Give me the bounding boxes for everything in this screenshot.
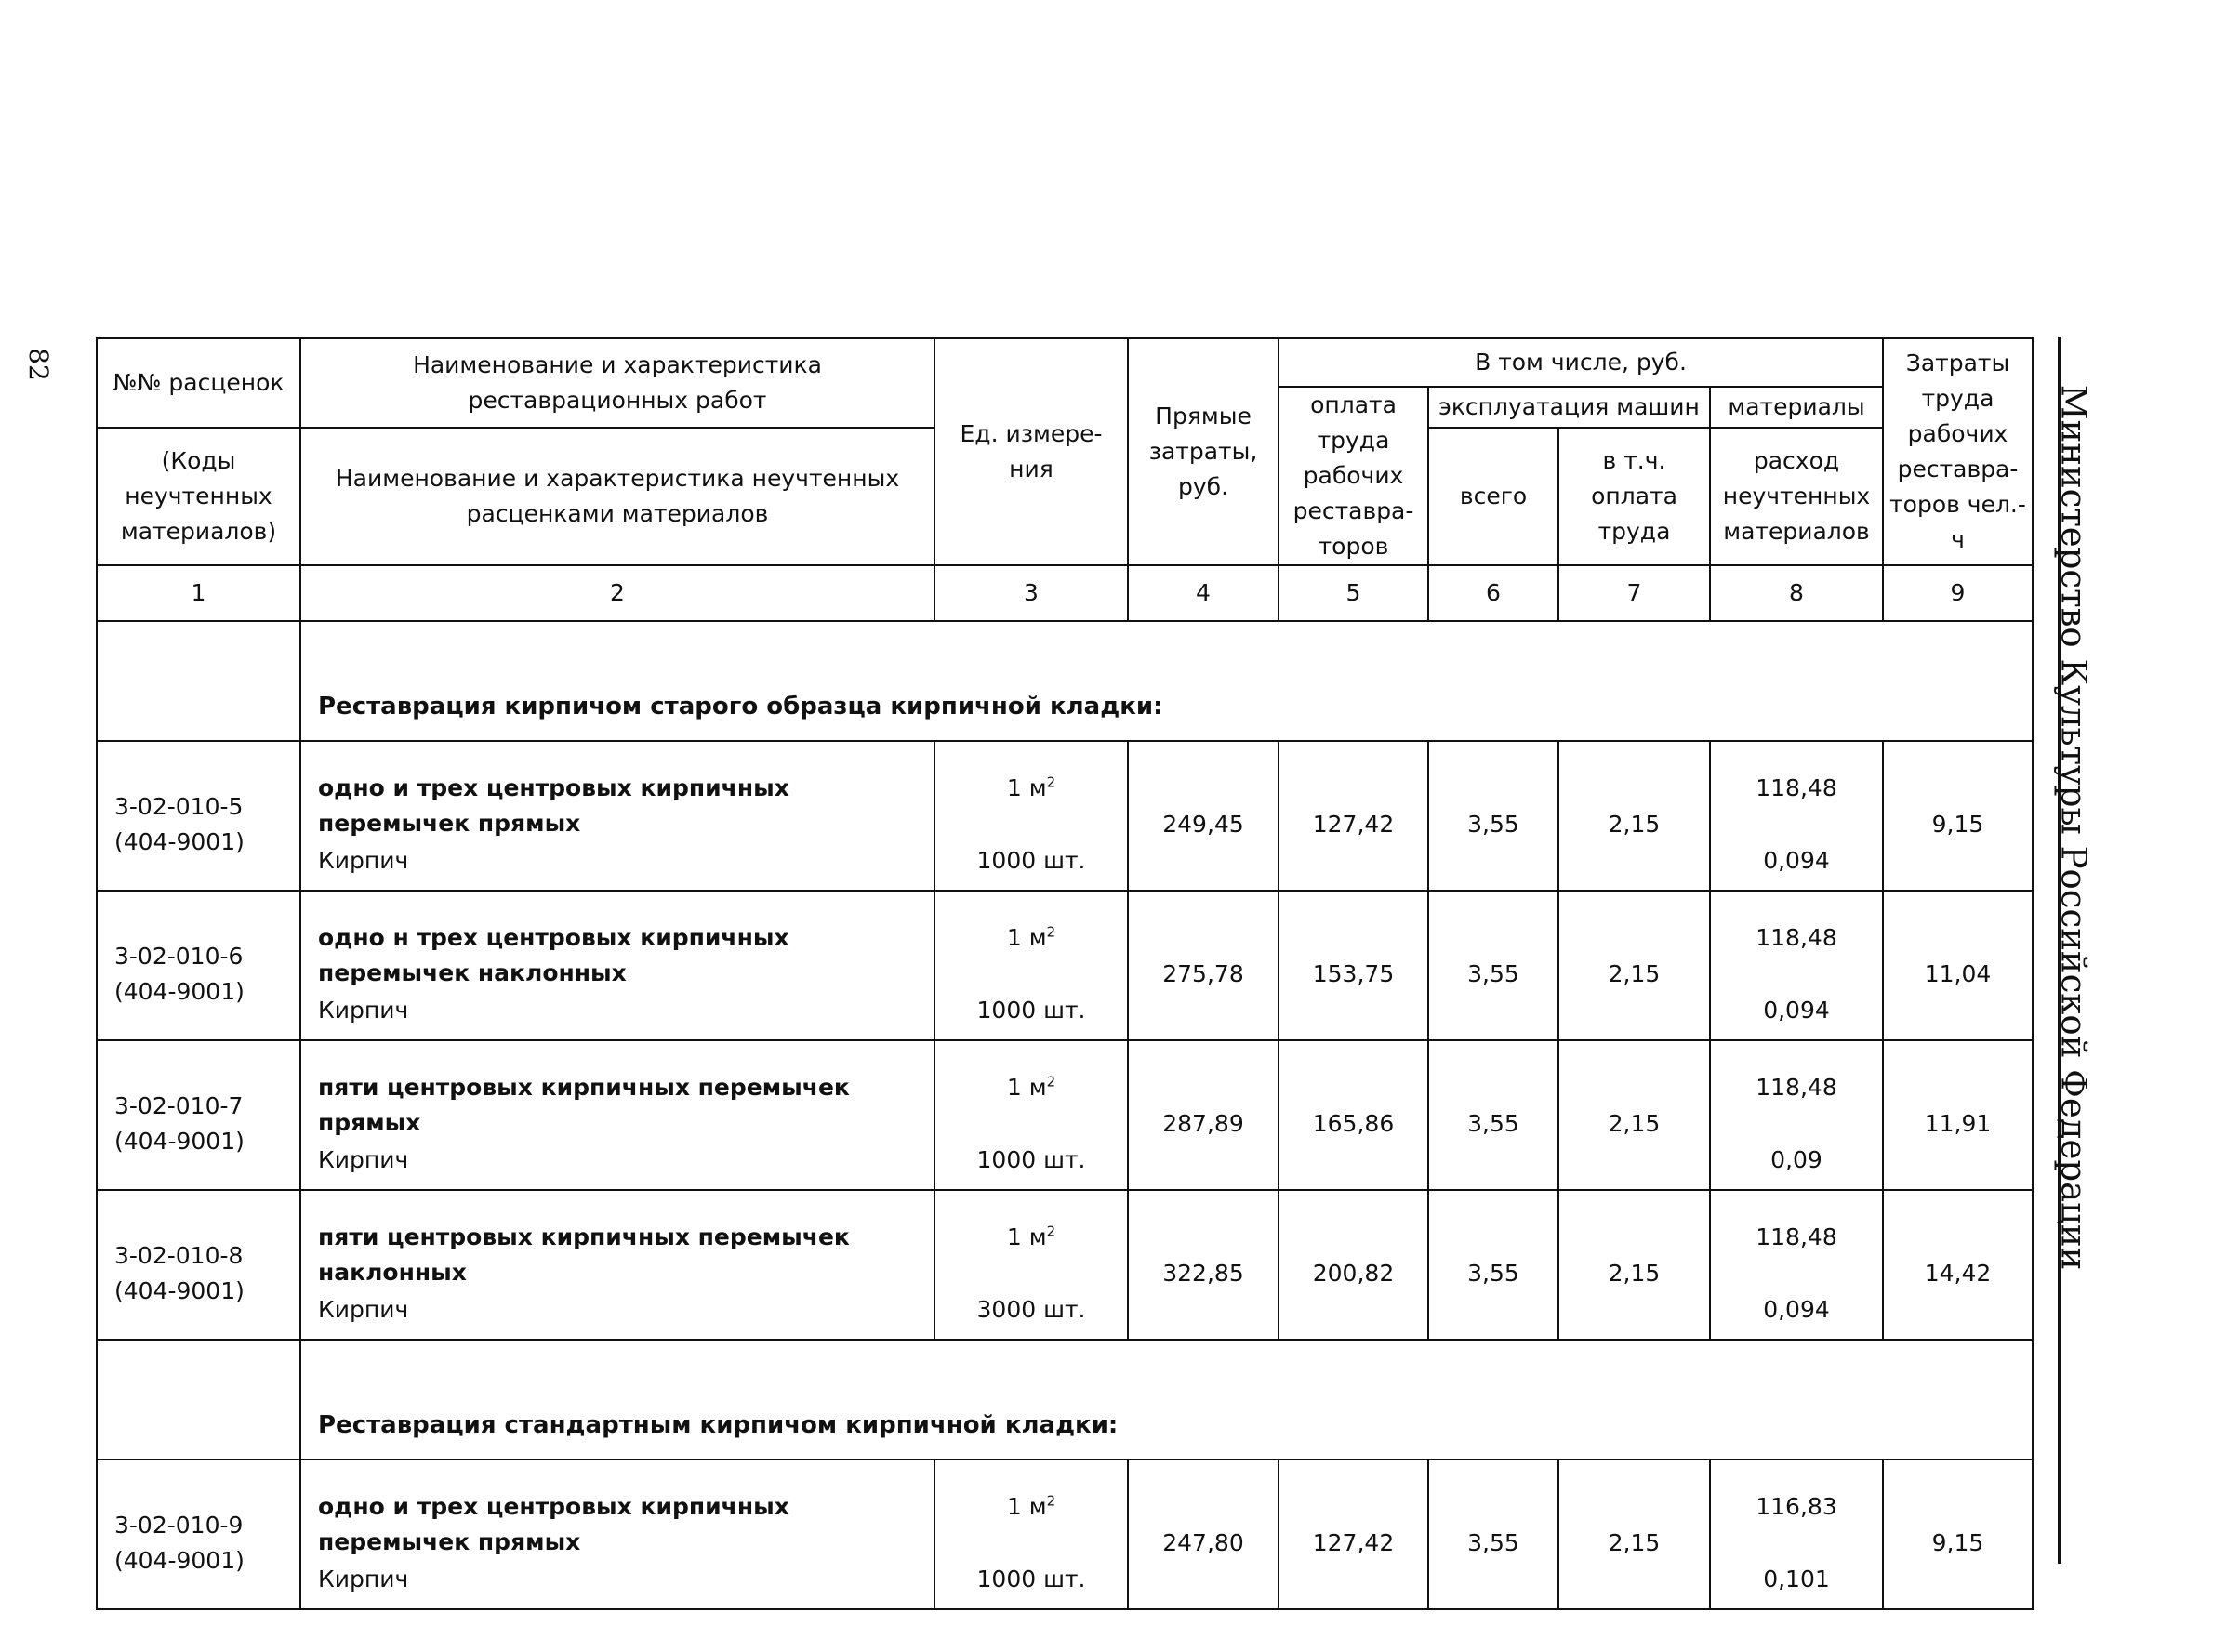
- labor-hours: 14,42: [1883, 1190, 2033, 1340]
- column-number: 4: [1128, 565, 1279, 621]
- unit-cell: [934, 1190, 1128, 1340]
- work-name-cell: [300, 1040, 934, 1190]
- direct-cost: 287,89: [1128, 1040, 1279, 1190]
- header-col2-top: Наименование и характеристика реставрационных работ: [300, 338, 934, 428]
- side-title-text: Министерство Культуры Российской Федерации: [2053, 384, 2094, 1271]
- material-consumption: 0,101: [1763, 1565, 1830, 1593]
- materials-cell: [1710, 1460, 1883, 1609]
- column-number: 2: [300, 565, 934, 621]
- materials-cost: 116,83: [1756, 1492, 1837, 1520]
- header-col8: расход неучтенных материалов: [1710, 428, 1883, 565]
- material-code: (404-9001): [114, 1546, 245, 1574]
- material-unit: 1000 шт.: [976, 1145, 1086, 1173]
- work-unit: 1 $м^2$: [1006, 923, 1056, 951]
- materials-cell: [1710, 1190, 1883, 1340]
- labor-hours: 9,15: [1883, 1460, 2033, 1609]
- labor-cost: 127,42: [1279, 1460, 1428, 1609]
- material-name: Кирпич: [318, 1565, 409, 1593]
- rate-code: 3-02-010-7: [114, 1091, 244, 1119]
- table-row: [97, 1460, 2033, 1609]
- header-col5: оплата труда рабочих реставра- торов: [1279, 387, 1428, 565]
- header-col7: в т.ч. оплата труда: [1558, 428, 1710, 565]
- machines-labor-cost: 2,15: [1558, 891, 1710, 1040]
- section-title: Реставрация кирпичом старого образца кирпичной кладки:: [300, 621, 2033, 741]
- material-name: Кирпич: [318, 846, 409, 874]
- rate-code-cell: [97, 1190, 300, 1340]
- material-unit: 3000 шт.: [976, 1295, 1086, 1323]
- header-col6: всего: [1428, 428, 1558, 565]
- labor-hours: 11,91: [1883, 1040, 2033, 1190]
- work-unit: 1 $м^2$: [1006, 1073, 1056, 1101]
- work-name-cell: [300, 1190, 934, 1340]
- rate-code-cell: [97, 1460, 300, 1609]
- materials-cell: [1710, 741, 1883, 891]
- column-number: 9: [1883, 565, 2033, 621]
- section-title: Реставрация стандартным кирпичом кирпичной кладки:: [300, 1340, 2033, 1460]
- work-name-cell: [300, 741, 934, 891]
- material-consumption: 0,094: [1763, 996, 1830, 1024]
- column-number: 5: [1279, 565, 1428, 621]
- machines-cost: 3,55: [1428, 891, 1558, 1040]
- labor-cost: 153,75: [1279, 891, 1428, 1040]
- rate-code: 3-02-010-5: [114, 792, 244, 820]
- direct-cost: 275,78: [1128, 891, 1279, 1040]
- section-code-cell: [97, 621, 300, 741]
- labor-cost: 127,42: [1279, 741, 1428, 891]
- price-table: [96, 337, 2034, 1610]
- direct-cost: 322,85: [1128, 1190, 1279, 1340]
- material-code: (404-9001): [114, 827, 245, 855]
- unit-cell: [934, 1460, 1128, 1609]
- rate-code-cell: [97, 1040, 300, 1190]
- header-col4: Прямые затраты, руб.: [1128, 338, 1279, 565]
- machines-labor-cost: 2,15: [1558, 741, 1710, 891]
- materials-cost: 118,48: [1756, 1222, 1837, 1250]
- section-row: [97, 1340, 2033, 1460]
- machines-cost: 3,55: [1428, 741, 1558, 891]
- rate-code: 3-02-010-6: [114, 942, 244, 970]
- machines-labor-cost: 2,15: [1558, 1040, 1710, 1190]
- table-row: [97, 1190, 2033, 1340]
- material-unit: 1000 шт.: [976, 996, 1086, 1024]
- material-unit: 1000 шт.: [976, 1565, 1086, 1593]
- direct-cost: 247,80: [1128, 1460, 1279, 1609]
- direct-cost: 249,45: [1128, 741, 1279, 891]
- material-code: (404-9001): [114, 1276, 245, 1304]
- work-unit: 1 $м^2$: [1006, 1492, 1056, 1520]
- work-name-cell: [300, 1460, 934, 1609]
- header-col1-top: №№ расценок: [97, 338, 300, 428]
- page-number: 82: [23, 348, 55, 381]
- material-consumption: 0,094: [1763, 1295, 1830, 1323]
- header-row-1: [97, 338, 2033, 387]
- rate-code: 3-02-010-9: [114, 1511, 244, 1539]
- materials-cost: 118,48: [1756, 1073, 1837, 1101]
- rate-code: 3-02-010-8: [114, 1241, 244, 1269]
- materials-cost: 118,48: [1756, 773, 1837, 801]
- work-name: пяти центровых кирпичных перемычек прямых: [318, 1073, 850, 1136]
- column-number: 6: [1428, 565, 1558, 621]
- labor-hours: 9,15: [1883, 741, 2033, 891]
- labor-cost: 165,86: [1279, 1040, 1428, 1190]
- header-col9: Затраты труда рабочих реставра- торов чел.-ч: [1883, 338, 2033, 565]
- header-col1-bottom: (Коды неучтенных материалов): [97, 428, 300, 565]
- machines-cost: 3,55: [1428, 1040, 1558, 1190]
- header-col2-bottom: Наименование и характеристика неучтенных расценками материалов: [300, 428, 934, 565]
- material-consumption: 0,094: [1763, 846, 1830, 874]
- header-group-including: В том числе, руб.: [1279, 338, 1883, 387]
- header-group-materials: материалы: [1710, 387, 1883, 428]
- table-row: [97, 891, 2033, 1040]
- material-name: Кирпич: [318, 996, 409, 1024]
- work-name: пяти центровых кирпичных перемычек наклонных: [318, 1222, 850, 1286]
- rate-code-cell: [97, 741, 300, 891]
- labor-hours: 11,04: [1883, 891, 2033, 1040]
- work-name-cell: [300, 891, 934, 1040]
- unit-cell: [934, 741, 1128, 891]
- header-group-machines: эксплуатация машин: [1428, 387, 1710, 428]
- table-body: [97, 621, 2033, 1609]
- machines-labor-cost: 2,15: [1558, 1190, 1710, 1340]
- section-code-cell: [97, 1340, 300, 1460]
- column-number: 3: [934, 565, 1128, 621]
- materials-cost: 118,48: [1756, 923, 1837, 951]
- work-unit: 1 $м^2$: [1006, 1222, 1056, 1250]
- machines-cost: 3,55: [1428, 1190, 1558, 1340]
- material-code: (404-9001): [114, 977, 245, 1005]
- material-consumption: 0,09: [1770, 1145, 1822, 1173]
- work-name: одно н трех центровых кирпичных перемычек наклонных: [318, 923, 789, 986]
- materials-cell: [1710, 1040, 1883, 1190]
- material-code: (404-9001): [114, 1127, 245, 1155]
- unit-cell: [934, 891, 1128, 1040]
- machines-cost: 3,55: [1428, 1460, 1558, 1609]
- work-name: одно и трех центровых кирпичных перемычек прямых: [318, 773, 789, 837]
- material-unit: 1000 шт.: [976, 846, 1086, 874]
- labor-cost: 200,82: [1279, 1190, 1428, 1340]
- column-number: 1: [97, 565, 300, 621]
- material-name: Кирпич: [318, 1145, 409, 1173]
- table-row: [97, 741, 2033, 891]
- material-name: Кирпич: [318, 1295, 409, 1323]
- table-row: [97, 1040, 2033, 1190]
- unit-cell: [934, 1040, 1128, 1190]
- column-number: 8: [1710, 565, 1883, 621]
- work-unit: 1 $м^2$: [1006, 773, 1056, 801]
- materials-cell: [1710, 891, 1883, 1040]
- machines-labor-cost: 2,15: [1558, 1460, 1710, 1609]
- header-col3: Ед. измере- ния: [934, 338, 1128, 565]
- column-number: 7: [1558, 565, 1710, 621]
- rate-code-cell: [97, 891, 300, 1040]
- section-row: [97, 621, 2033, 741]
- column-number-row: [97, 565, 2033, 621]
- work-name: одно и трех центровых кирпичных перемычек прямых: [318, 1492, 789, 1555]
